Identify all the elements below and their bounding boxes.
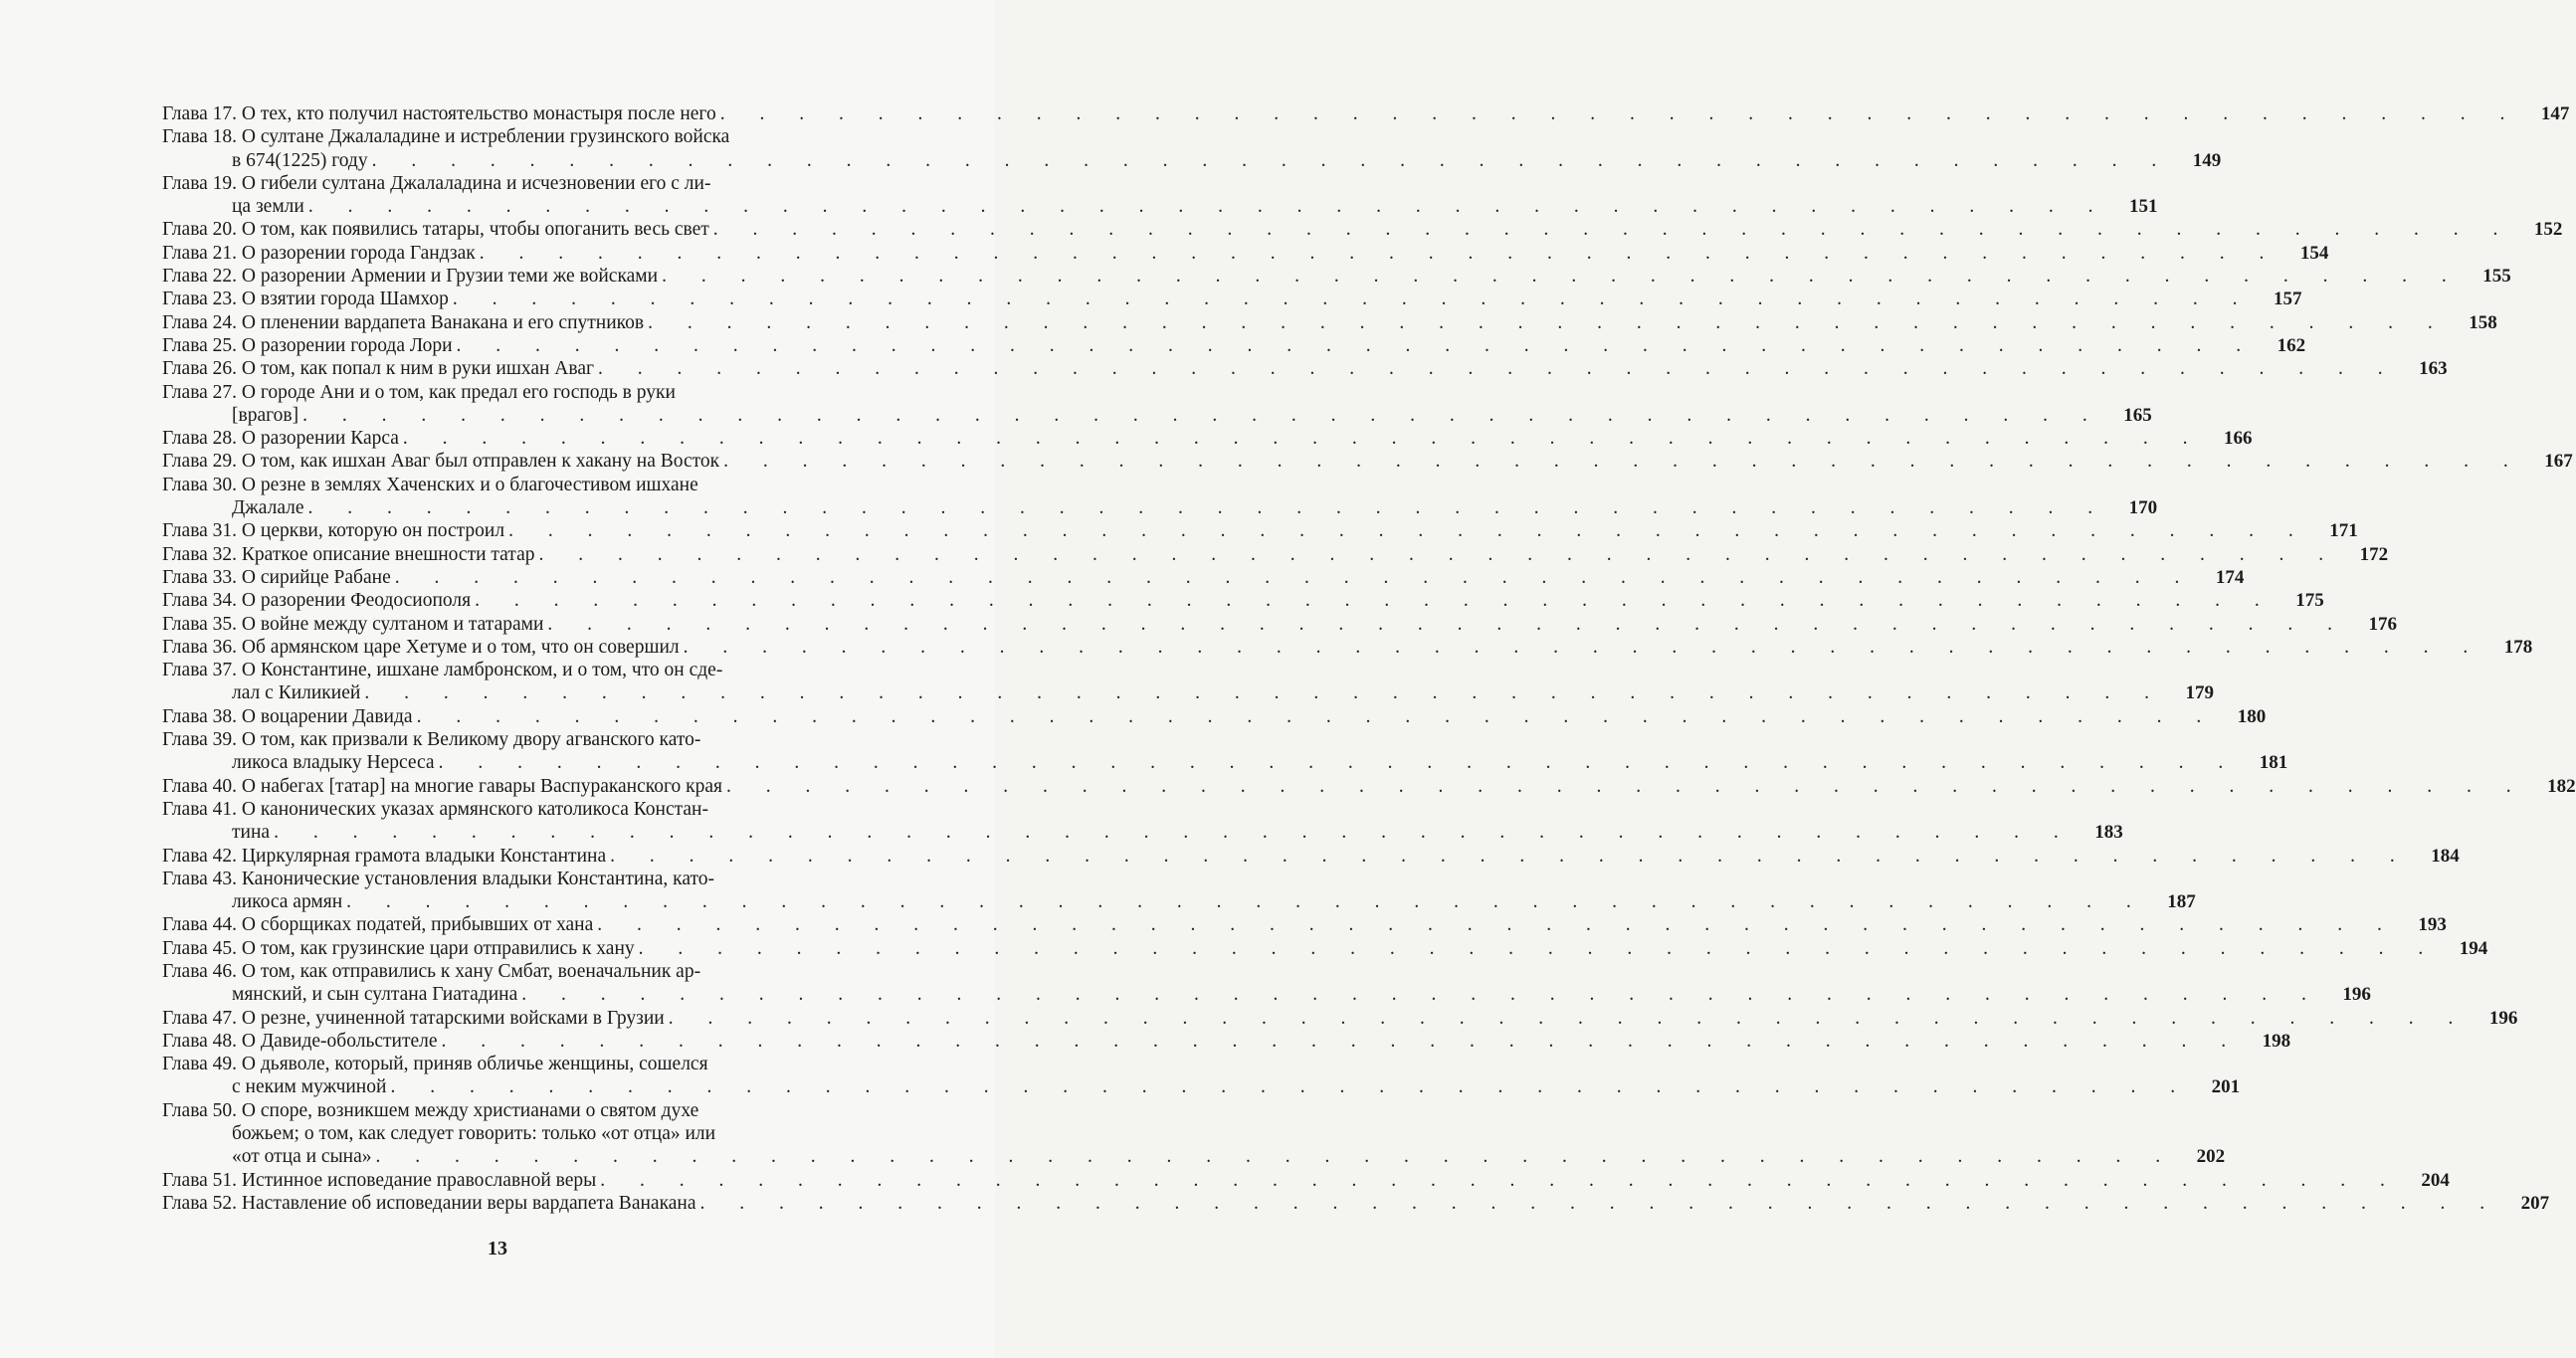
table-of-contents [162,102,2576,1215]
toc-line [162,751,2288,774]
toc-entry-text: в 674(1225) году [232,149,368,171]
toc-entry [162,728,2288,775]
leader-dots: . . . . . . . . . . . . . . . . . . . . . . . . . . . . . . . . . . . . . . . . . . . . . . [475,590,2275,612]
toc-entry-text: Глава 37. О Константине, ишхане ламбронском, и о том, что он сде- [162,660,723,681]
toc-page-number: 170 [2128,497,2158,519]
leader-dots: . . . . . . . . . . . . . . . . . . . . . . . . . . . . . . . . . . . . . . . . . . . . . . [307,497,2108,519]
leader-dots: . . . . . . . . . . . . . . . . . . . . . . . . . . . . . . . . . . . . . . . . . . . . . . [726,775,2526,797]
toc-page-number: 165 [2123,404,2152,426]
leader-dots: . . . . . . . . . . . . . . . . . . . . . . . . . . . . . . . . . . . . . . . . . . . . . . [364,682,2164,704]
toc-entry [162,265,2511,288]
leader-dots: . . . . . . . . . . . . . . . . . . . . . . . . . . . . . . . . . . . . . . . . . . . . . . [668,1007,2469,1029]
toc-entry [162,311,2497,334]
toc-entry [162,913,2447,936]
toc-entry-text: ликоса владыку Нерсеса [232,752,435,774]
toc-entry [162,334,2306,357]
toc-line [162,1030,2291,1053]
toc-entry [162,960,2371,1007]
toc-page-number: 151 [2128,196,2158,218]
toc-line [162,218,2563,241]
toc-entry [162,659,2214,705]
toc-line [162,242,2329,265]
toc-entry [162,242,2329,265]
toc-entry-text: ца земли [232,196,304,218]
toc-line [162,960,839,983]
toc-entry [162,566,2245,589]
leader-dots: . . . . . . . . . . . . . . . . . . . . . . . . . . . . . . . . . . . . . . . . . . . . . . [662,266,2462,288]
toc-entry-text: Глава 28. О разорении Карса [162,428,399,450]
toc-line [162,474,839,496]
toc-page-number: 202 [2196,1146,2226,1168]
toc-entry-text: Глава 39. О том, как призвали к Великому двору агванского като- [162,729,701,751]
toc-line [162,102,2570,125]
toc-page-number: 158 [2469,311,2497,333]
leader-dots: . . . . . . . . . . . . . . . . . . . . . . . . . . . . . . . . . . . . . . . . . . . . . . [598,358,2398,380]
toc-entry-text: Глава 52. Наставление об исповедании веры вардапета Ванакана [162,1192,696,1214]
toc-entry-text: Глава 33. О сирийце Рабане [162,566,391,588]
toc-line [162,845,2460,868]
leader-dots: . . . . . . . . . . . . . . . . . . . . . . . . . . . . . . . . . . . . . . . . . . . . . . [683,636,2483,658]
toc-line [162,681,2214,704]
toc-entry [162,288,2302,310]
toc-page-number: 183 [2094,822,2123,844]
toc-page-number: 171 [2329,520,2358,542]
toc-line [162,775,2576,798]
toc-entry-text: Джалале [232,497,304,519]
leader-dots: . . . . . . . . . . . . . . . . . . . . . . . . . . . . . . . . . . . . . . . . . . . . . . [508,520,2308,542]
leader-dots: . . . . . . . . . . . . . . . . . . . . . . . . . . . . . . . . . . . . . . . . . . . . . . [402,428,2203,450]
toc-line [162,450,2573,473]
toc-entry-text: Глава 51. Истинное исповедание православной веры [162,1169,597,1191]
leader-dots: . . . . . . . . . . . . . . . . . . . . . . . . . . . . . . . . . . . . . . . . . . . . . . [521,984,2321,1006]
leader-dots: . . . . . . . . . . . . . . . . . . . . . . . . . . . . . . . . . . . . . . . . . . . . . . [547,613,2348,635]
toc-page-number: 204 [2421,1169,2450,1191]
toc-entry-text: божьем; о том, как следует говорить: только «от отца» или [232,1123,716,1145]
toc-page-number: 194 [2459,937,2488,959]
toc-entry-text: Глава 30. О резне в землях Хаченских и о благочестивом ишхане [162,474,698,495]
toc-line [162,265,2511,288]
toc-entry [162,937,2488,960]
toc-entry-text: Глава 49. О дьяволе, который, приняв обличье женщины, сошелся [162,1054,708,1075]
toc-line [162,868,839,890]
toc-page-number: 163 [2419,358,2448,380]
leader-dots: . . . . . . . . . . . . . . . . . . . . . . . . . . . . . . . . . . . . . . . . . . . . . . [456,334,2257,356]
toc-entry-text: Глава 47. О резне, учиненной татарскими войсками в Грузии [162,1007,665,1029]
toc-entry [162,775,2576,798]
leader-dots: . . . . . . . . . . . . . . . . . . . . . . . . . . . . . . . . . . . . . . . . . . . . . . [479,242,2279,264]
toc-line [162,890,2196,913]
toc-entry [162,1007,2518,1030]
toc-entry [162,427,2253,450]
toc-entry-text: Глава 43. Канонические установления владыки Константина, като- [162,868,714,889]
toc-entry-text: Глава 35. О войне между султаном и татарами [162,613,544,635]
toc-entry [162,705,2267,728]
toc-page-number: 178 [2503,636,2533,658]
leader-dots: . . . . . . . . . . . . . . . . . . . . . . . . . . . . . . . . . . . . . . . . . . . . . . [538,543,2339,565]
leader-dots: . . . . . . . . . . . . . . . . . . . . . . . . . . . . . . . . . . . . . . . . . . . . . . [274,822,2074,844]
toc-entry-text: Глава 44. О сборщиках податей, прибывших от хана [162,914,594,936]
toc-line [162,1053,839,1075]
leader-dots: . . . . . . . . . . . . . . . . . . . . . . . . . . . . . . . . . . . . . . . . . . . . . . [648,311,2448,333]
toc-page-number: 176 [2368,613,2398,635]
leader-dots: . . . . . . . . . . . . . . . . . . . . . . . . . . . . . . . . . . . . . . . . . . . . . . [452,289,2253,310]
toc-line [162,1192,2550,1215]
toc-line [162,1122,839,1145]
toc-entry [162,172,2158,219]
toc-entry-text: Глава 36. Об армянском царе Хетуме и о том, что он совершил [162,636,680,658]
toc-entry [162,636,2533,659]
toc-entry-text: Глава 21. О разорении города Гандзак [162,242,476,264]
toc-line [162,659,839,681]
toc-page-number: 179 [2185,682,2214,704]
leader-dots: . . . . . . . . . . . . . . . . . . . . . . . . . . . . . . . . . . . . . . . . . . . . . . [719,103,2520,124]
toc-page-number: 207 [2520,1192,2550,1214]
toc-line [162,937,2488,960]
toc-line [162,311,2497,334]
toc-line [162,427,2253,450]
toc-page-number: 155 [2482,266,2511,288]
toc-page-number: 166 [2224,428,2253,450]
leader-dots: . . . . . . . . . . . . . . . . . . . . . . . . . . . . . . . . . . . . . . . . . . . . . . [638,937,2439,959]
toc-entry-text: мянский, и сын султана Гиатадина [232,984,518,1006]
toc-entry-text: с неким мужчиной [232,1076,387,1098]
leader-dots: . . . . . . . . . . . . . . . . . . . . . . . . . . . . . . . . . . . . . . . . . . . . . . [723,451,2523,473]
leader-dots: . . . . . . . . . . . . . . . . . . . . . . . . . . . . . . . . . . . . . . . . . . . . . . [712,219,2513,241]
toc-entry-text: Глава 17. О тех, кто получил настоятельство монастыря после него [162,103,716,124]
toc-entry-text: Глава 29. О том, как ишхан Аваг был отправлен к хакану на Восток [162,451,720,473]
toc-line [162,1169,2450,1192]
leader-dots: . . . . . . . . . . . . . . . . . . . . . . . . . . . . . . . . . . . . . . . . . . . . . . [600,1169,2400,1191]
leader-dots: . . . . . . . . . . . . . . . . . . . . . . . . . . . . . . . . . . . . . . . . . . . . . . [597,914,2397,936]
leader-dots: . . . . . . . . . . . . . . . . . . . . . . . . . . . . . . . . . . . . . . . . . . . . . . [610,845,2410,867]
toc-entry [162,381,2152,428]
toc-entry-text: Глава 27. О городе Ани и о том, как предал его господь в руки [162,381,676,403]
toc-page-number: 152 [2533,219,2563,241]
toc-entry-text: Глава 41. О канонических указах армянского католикоса Констан- [162,798,708,820]
toc-line [162,1145,2226,1168]
toc-entry-text: «от отца и сына» [232,1146,372,1168]
toc-page-number: 187 [2167,891,2196,913]
toc-entry [162,1169,2450,1192]
toc-entry-text: Глава 20. О том, как появились татары, чтобы опоганить весь свет [162,219,709,241]
toc-entry [162,1099,2226,1169]
toc-entry-text: Глава 19. О гибели султана Джалаладина и исчезновении его с ли- [162,172,711,194]
toc-page-number: 184 [2431,845,2460,867]
toc-entry [162,1053,2241,1099]
leader-dots: . . . . . . . . . . . . . . . . . . . . . . . . . . . . . . . . . . . . . . . . . . . . . . [371,149,2172,171]
toc-page-number: 181 [2259,752,2288,774]
toc-entry [162,357,2448,380]
toc-entry [162,613,2398,636]
toc-entry-text: Глава 26. О том, как попал к ним в руки ишхан Аваг [162,358,594,380]
toc-line [162,543,2389,566]
toc-entry-text: ликоса армян [232,891,343,913]
toc-page-number: 193 [2418,914,2447,936]
toc-line [162,705,2267,728]
leader-dots: . . . . . . . . . . . . . . . . . . . . . . . . . . . . . . . . . . . . . . . . . . . . . . [394,566,2195,588]
toc-entry [162,868,2196,914]
toc-entry [162,845,2460,868]
toc-entry [162,589,2324,612]
toc-line [162,496,2158,519]
toc-page-number: 154 [2299,242,2329,264]
toc-line [162,381,839,404]
toc-line [162,589,2324,612]
toc-page-number: 167 [2544,451,2573,473]
toc-line [162,1099,839,1122]
toc-line [162,728,839,751]
toc-entry [162,1030,2291,1053]
toc-line [162,125,839,148]
toc-line [162,334,2306,357]
toc-entry-text: Глава 42. Циркулярная грамота владыки Константина [162,845,607,867]
leader-dots: . . . . . . . . . . . . . . . . . . . . . . . . . . . . . . . . . . . . . . . . . . . . . . [302,404,2102,426]
toc-line [162,149,2222,172]
toc-entry [162,474,2158,520]
leader-dots: . . . . . . . . . . . . . . . . . . . . . . . . . . . . . . . . . . . . . . . . . . . . . . [416,705,2217,727]
toc-page-number: 201 [2211,1076,2241,1098]
leader-dots: . . . . . . . . . . . . . . . . . . . . . . . . . . . . . . . . . . . . . . . . . . . . . . [438,752,2239,774]
toc-page-number: 180 [2237,705,2267,727]
toc-line [162,288,2302,310]
toc-line [162,913,2447,936]
toc-line [162,798,839,821]
toc-entry [162,102,2570,125]
leader-dots: . . . . . . . . . . . . . . . . . . . . . . . . . . . . . . . . . . . . . . . . . . . . . . [307,196,2108,218]
toc-entry-text: Глава 45. О том, как грузинские цари отправились к хану [162,937,635,959]
toc-line [162,566,2245,589]
toc-entry-text: лал с Киликией [232,682,361,704]
toc-line [162,1007,2518,1030]
toc-entry-text: Глава 31. О церкви, которую он построил [162,520,505,542]
toc-entry-text: Глава 40. О набегах [татар] на многие гавары Васпураканского края [162,775,722,797]
toc-line [162,613,2398,636]
toc-page-number: 172 [2359,543,2389,565]
toc-line [162,983,2371,1006]
toc-page-number: 157 [2273,289,2302,310]
toc-page-number: 182 [2547,775,2576,797]
toc-entry [162,543,2389,566]
toc-page-number: 162 [2277,334,2306,356]
toc-page-number: 196 [2342,984,2371,1006]
leader-dots: . . . . . . . . . . . . . . . . . . . . . . . . . . . . . . . . . . . . . . . . . . . . . . [441,1030,2242,1052]
toc-entry [162,450,2573,473]
toc-page-number: 196 [2488,1007,2518,1029]
toc-entry [162,218,2563,241]
leader-dots: . . . . . . . . . . . . . . . . . . . . . . . . . . . . . . . . . . . . . . . . . . . . . . [390,1076,2191,1098]
toc-line [162,519,2358,542]
toc-page-number: 174 [2215,566,2245,588]
leader-dots: . . . . . . . . . . . . . . . . . . . . . . . . . . . . . . . . . . . . . . . . . . . . . . [375,1146,2176,1168]
toc-entry [162,1192,2550,1215]
toc-line [162,821,2123,844]
toc-entry-text: Глава 32. Краткое описание внешности татар [162,543,535,565]
toc-line [162,357,2448,380]
toc-entry-text: Глава 25. О разорении города Лори [162,334,453,356]
toc-entry-text: Глава 18. О султане Джалаладине и истреблении грузинского войска [162,126,730,148]
toc-line [162,404,2152,427]
toc-entry-text: Глава 34. О разорении Феодосиополя [162,590,472,612]
toc-entry [162,125,2222,172]
leader-dots: . . . . . . . . . . . . . . . . . . . . . . . . . . . . . . . . . . . . . . . . . . . . . . [699,1192,2500,1214]
toc-entry-text: Глава 46. О том, как отправились к хану Смбат, военачальник ар- [162,960,701,982]
toc-entry-text: Глава 48. О Давиде-обольстителе [162,1030,438,1052]
toc-entry-text: Глава 23. О взятии города Шамхор [162,289,449,310]
toc-line [162,195,2158,218]
toc-line [162,172,839,195]
toc-entry-text: Глава 50. О споре, возникшем между христианами о святом духе [162,1099,699,1121]
toc-entry-text: Глава 22. О разорении Армении и Грузии теми же войсками [162,266,659,288]
toc-line [162,636,2533,659]
toc-entry-text: Глава 38. О воцарении Давида [162,705,413,727]
toc-page-number: 149 [2192,149,2222,171]
toc-entry [162,519,2358,542]
toc-entry [162,798,2123,845]
toc-entry-text: Глава 24. О пленении вардапета Ванакана и его спутников [162,311,645,333]
toc-entry-text: [врагов] [232,404,299,426]
leader-dots: . . . . . . . . . . . . . . . . . . . . . . . . . . . . . . . . . . . . . . . . . . . . . . [346,891,2146,913]
toc-entry-text: тина [232,822,271,844]
page-number: 13 [488,1238,507,1260]
toc-page-number: 198 [2262,1030,2291,1052]
toc-line [162,1075,2241,1098]
toc-page-number: 147 [2540,103,2570,124]
toc-page-number: 175 [2295,590,2324,612]
